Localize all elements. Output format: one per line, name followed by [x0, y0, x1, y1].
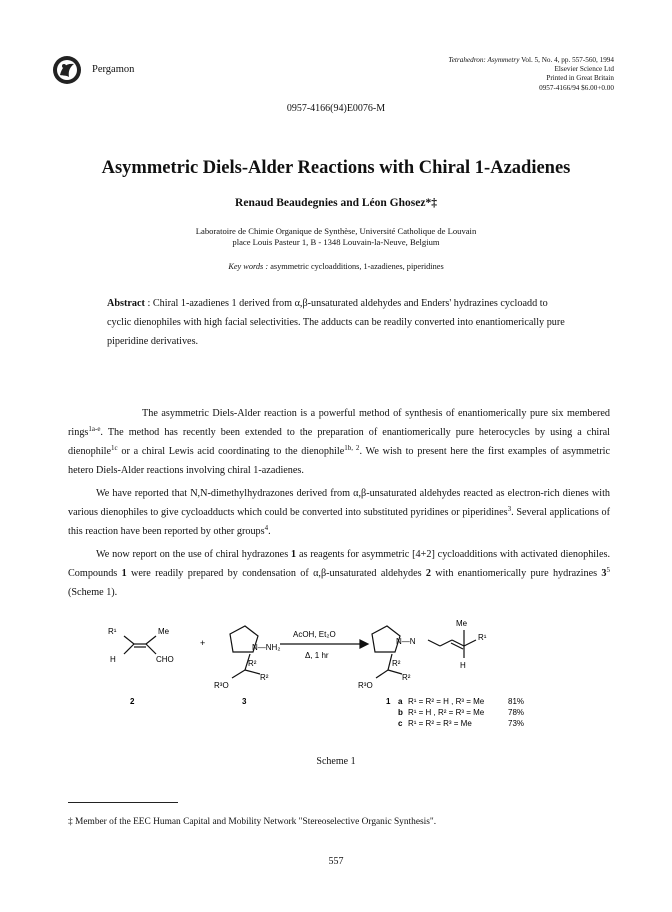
journal-issn-line: 0957-4166/94 $6.00+0.00	[539, 83, 614, 92]
reagents-top: AcOH, Et₂O	[293, 630, 336, 639]
p3-text-b: as reagents for asymmetric [4+2] cycloadditions with activated dienophiles. Compounds	[68, 549, 610, 579]
p2-ref-1: 3	[507, 505, 512, 513]
p1-text-d: . We wish to present here the first examples of asymmetric hetero Diels-Alder reactions involving chiral 1-azadienes.	[68, 446, 610, 476]
c2-me: Me	[158, 627, 170, 636]
paper-title: Asymmetric Diels-Alder Reactions with Chiral 1-Azadienes	[101, 158, 571, 178]
product-c-subst: R¹ = R² = R³ = Me	[408, 719, 472, 728]
authors: Renaud Beaudegnies and Léon Ghosez*‡	[235, 197, 437, 209]
c2-label: 2	[130, 697, 135, 706]
plus-sign: +	[200, 638, 206, 648]
scheme-caption: Scheme 1	[316, 756, 356, 767]
product-a-letter: a	[398, 697, 403, 706]
c1-nn: N—N	[396, 637, 416, 646]
p3-compound-1b: 1	[121, 568, 127, 579]
c1-label: 1	[386, 697, 391, 706]
publisher-name: Pergamon	[92, 64, 135, 75]
product-c-yield: 73%	[508, 719, 525, 728]
paragraph-2	[68, 484, 610, 541]
p1-text-b: . The method has recently been extended to the preparation of enantiomerically pure heterocycles by using a chiral dienophile	[68, 427, 610, 457]
reagents-bottom: Δ, 1 hr	[305, 651, 329, 660]
product-b-yield: 78%	[508, 708, 525, 717]
c2-cho: CHO	[156, 655, 174, 664]
product-c-letter: c	[398, 719, 403, 728]
keywords-label: Key words :	[228, 262, 269, 271]
c1-h: H	[460, 661, 466, 670]
footnote-rule	[68, 802, 178, 803]
p1-ref-1: 1a-e	[88, 425, 101, 433]
c1-me: Me	[456, 619, 468, 628]
p3-text-d: with enantiomerically pure hydrazines	[430, 568, 602, 579]
c2-h: H	[110, 655, 116, 664]
product-a-subst: R¹ = R² = H , R³ = Me	[408, 697, 485, 706]
c3-r3o: R³O	[214, 681, 229, 690]
journal-info	[314, 56, 614, 93]
body-text	[68, 404, 610, 606]
publisher-logo	[52, 55, 82, 85]
p3-compound-1: 1	[291, 549, 297, 560]
journal-name: Tetrahedron: Asymmetry	[448, 56, 520, 64]
c3-nh2: N—NH₂	[252, 643, 281, 652]
p2-text-c: .	[268, 526, 271, 537]
p3-compound-3: 3	[601, 568, 607, 579]
p3-compound-2: 2	[425, 568, 431, 579]
p2-ref-2: 4	[264, 524, 269, 532]
product-a-yield: 81%	[508, 697, 525, 706]
page-number: 557	[328, 856, 344, 867]
p3-ref-1: 5	[606, 566, 610, 574]
c3-label: 3	[242, 697, 247, 706]
doi: 0957-4166(94)E0076-M	[286, 103, 386, 114]
affiliation-line-2: place Louis Pasteur 1, B - 1348 Louvain-la-Neuve, Belgium	[232, 237, 440, 247]
p1-text-a: The asymmetric Diels-Alder reaction is a powerful method of synthesis of enantiomerically pure six membered rings	[68, 408, 610, 438]
c1-r2b: R²	[402, 673, 411, 682]
affiliation-line-1: Laboratoire de Chimie Organique de Synthèse, Université Catholique de Louvain	[195, 226, 477, 236]
abstract-heading: Abstract	[107, 298, 145, 309]
abstract-text: : Chiral 1-azadienes 1 derived from α,β-unsaturated aldehydes and Enders' hydrazines cycloadd to cyclic dienophiles with high facial selectivities. The adducts can be readily converted into enantiomerically pure piperidine derivatives.	[107, 298, 565, 347]
scheme-1-diagram	[90, 612, 590, 747]
paragraph-1	[68, 404, 610, 480]
c1-r1: R¹	[478, 633, 487, 642]
p3-text-a: We now report on the use of chiral hydrazones	[96, 549, 292, 560]
c1-r3o: R³O	[358, 681, 373, 690]
journal-printed-line: Printed in Great Britain	[546, 74, 614, 83]
p3-text-e: (Scheme 1).	[68, 587, 118, 598]
p1-ref-3: 1b, 2	[344, 444, 360, 452]
keywords-text: asymmetric cycloadditions, 1-azadienes, piperidines	[270, 262, 444, 271]
p3-text-c: were readily prepared by condensation of α,β-unsaturated aldehydes	[126, 568, 426, 579]
c2-r1: R¹	[108, 627, 117, 636]
affiliation	[0, 226, 672, 248]
journal-volume: Vol. 5, No. 4, pp. 557-560, 1994	[521, 56, 614, 64]
footnote: ‡ Member of the EEC Human Capital and Mobility Network "Stereoselective Organic Synthesis".	[68, 817, 437, 827]
c1-r2a: R²	[392, 659, 401, 668]
p2-text-b: . Several applications of this reaction have been reported by other groups	[68, 507, 610, 537]
paragraph-3	[68, 545, 610, 602]
product-b-subst: R¹ = H , R² = R³ = Me	[408, 708, 485, 717]
keywords	[0, 262, 672, 271]
c3-r2b: R²	[260, 673, 269, 682]
journal-publisher-line: Elsevier Science Ltd	[554, 65, 614, 74]
p1-ref-2: 1c	[111, 444, 118, 452]
c3-r2a: R²	[248, 659, 257, 668]
abstract	[107, 294, 567, 351]
product-b-letter: b	[398, 708, 403, 717]
p2-text-a: We have reported that N,N-dimethylhydrazones derived from α,β-unsaturated aldehydes reacted as electron-rich dienes with various dienophiles to give cycloadducts which could be converted into substituted pyridines or piperidines	[68, 488, 610, 518]
p1-text-c: or a chiral Lewis acid coordinating to the dienophile	[117, 446, 345, 457]
